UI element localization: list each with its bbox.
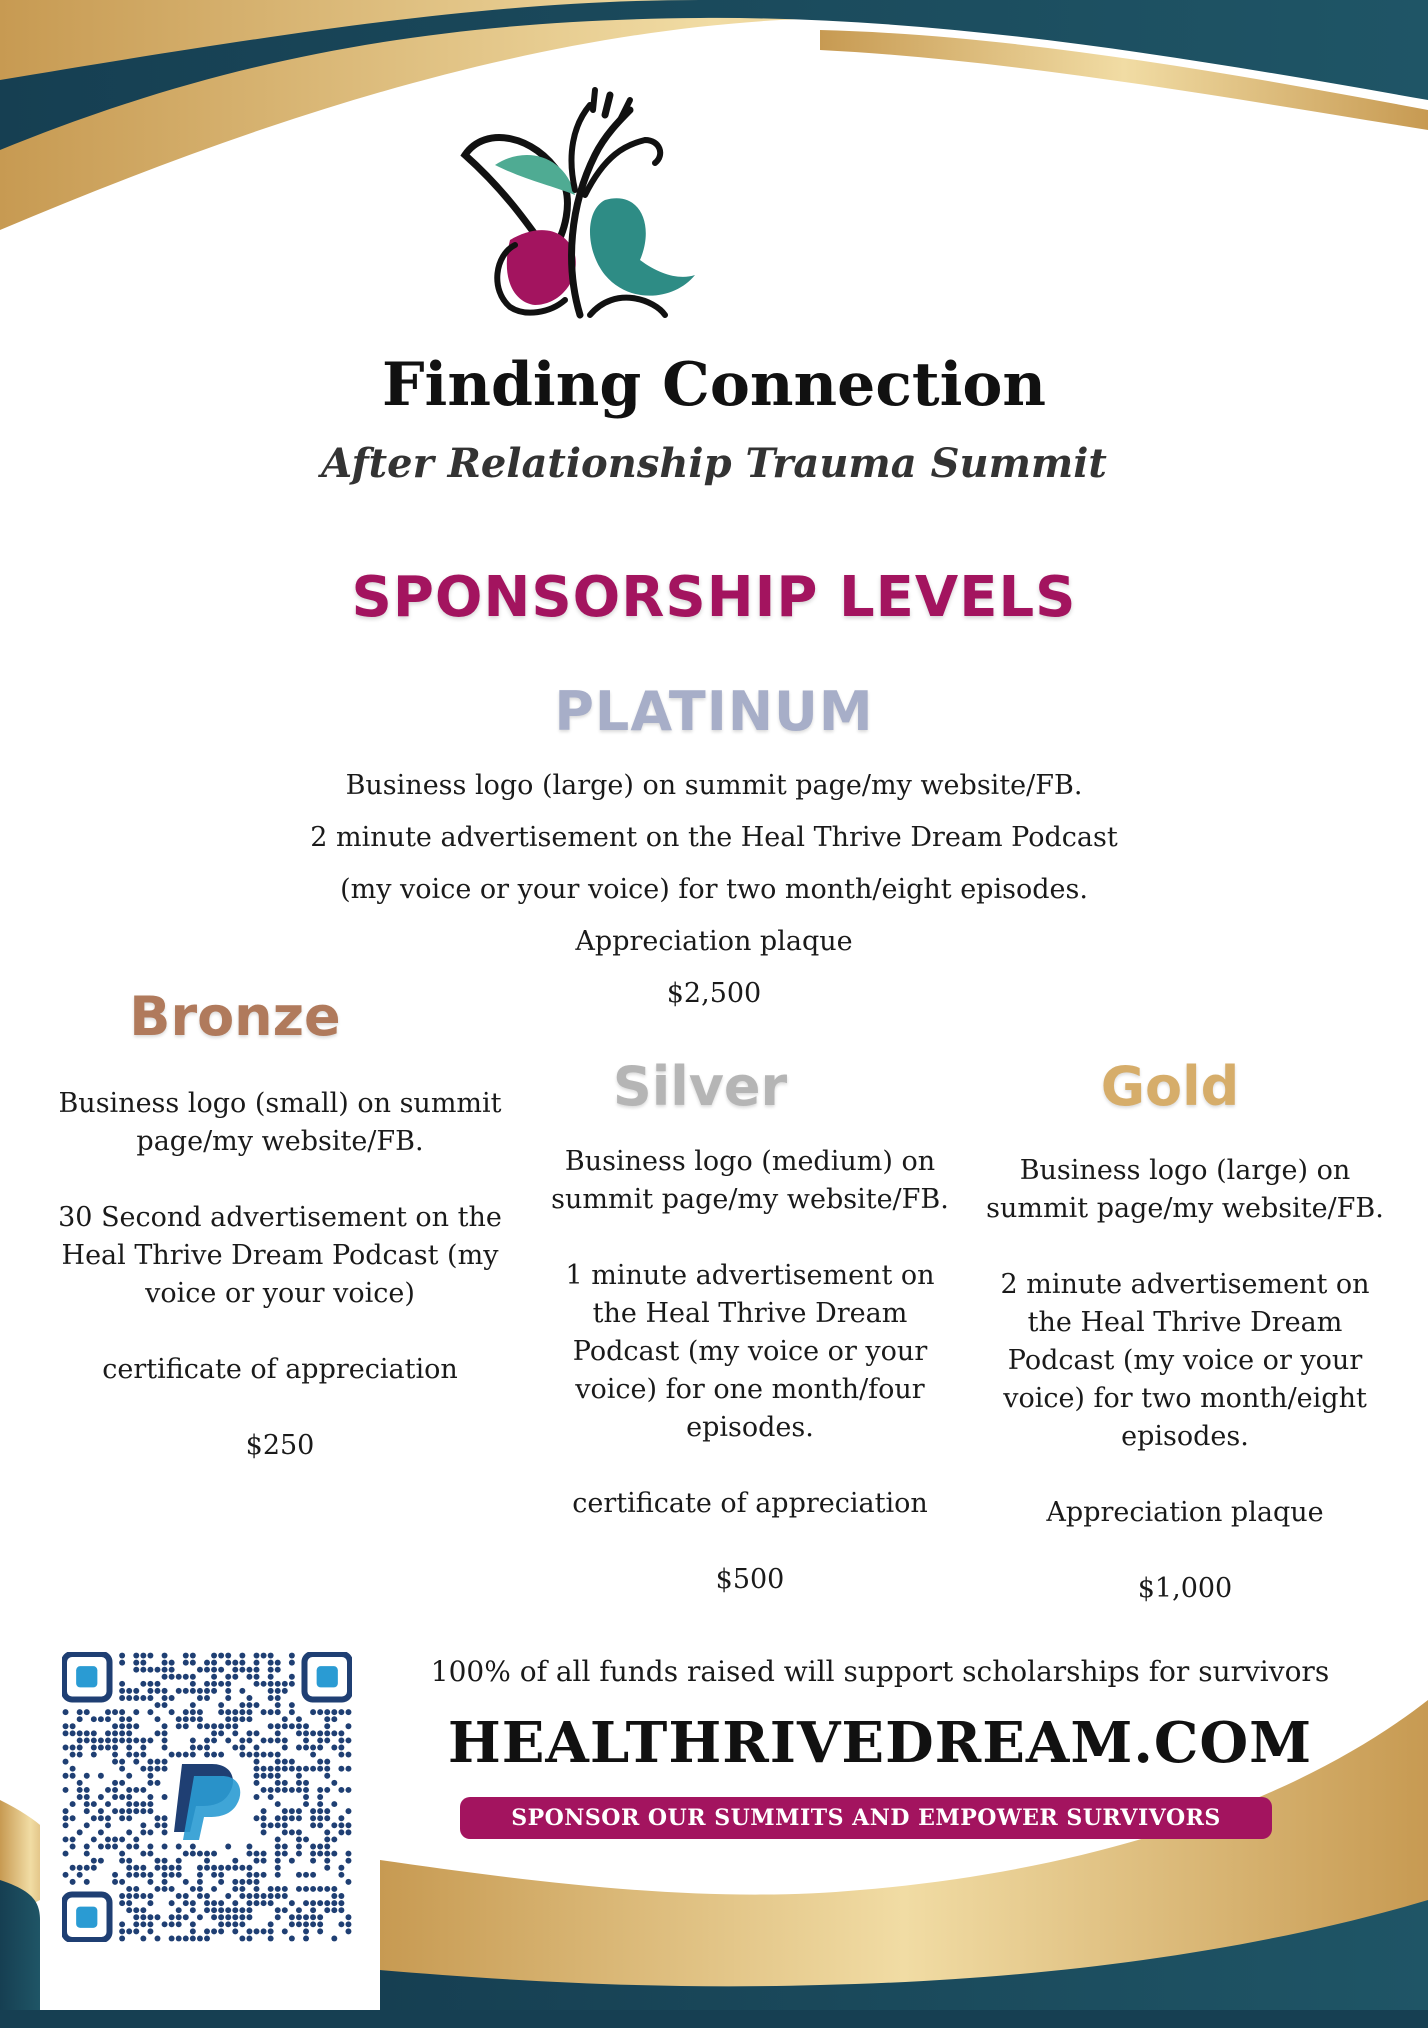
platinum-price: $2,500 xyxy=(666,978,762,1009)
silver-details xyxy=(545,1143,955,1637)
gold-ad: 2 minute advertisement on the Heal Thrive Dream Podcast (my voice or your voice) for two month/eight episodes. xyxy=(1000,1269,1370,1452)
funds-statement: 100% of all funds raised will support scholarships for survivors xyxy=(430,1655,1330,1688)
bronze-details xyxy=(25,1085,535,1503)
website-link[interactable]: HEALTHRIVEDREAM.COM xyxy=(447,1710,1313,1776)
gold-reward: Appreciation plaque xyxy=(1046,1497,1324,1528)
silver-ad: 1 minute advertisement on the Heal Thrive Dream Podcast (my voice or your voice) for one month/four episodes. xyxy=(565,1260,935,1443)
paypal-qr-code-icon[interactable] xyxy=(40,1630,375,1960)
silver-title: Silver xyxy=(612,1055,788,1118)
silver-price: $500 xyxy=(715,1564,785,1595)
gold-logo: Business logo (large) on summit page/my website/FB. xyxy=(986,1155,1384,1224)
bronze-ad: 30 Second advertisement on the Heal Thrive Dream Podcast (my voice or your voice) xyxy=(58,1202,502,1309)
qr-pattern xyxy=(62,1652,352,1942)
platinum-line: (my voice or your voice) for two month/eight episodes. xyxy=(340,874,1088,905)
sponsorship-heading: SPONSORSHIP LEVELS xyxy=(351,565,1077,630)
gold-price: $1,000 xyxy=(1137,1573,1233,1604)
bronze-price: $250 xyxy=(245,1430,315,1461)
platinum-line: Business logo (large) on summit page/my website/FB. xyxy=(345,770,1083,801)
bronze-logo: Business logo (small) on summit page/my website/FB. xyxy=(58,1088,502,1157)
bronze-title: Bronze xyxy=(129,985,341,1048)
cta-banner: SPONSOR OUR SUMMITS AND EMPOWER SURVIVORS TODAY! xyxy=(460,1797,1272,1839)
silver-reward: certificate of appreciation xyxy=(572,1488,928,1519)
summit-title: Finding Connection xyxy=(381,350,1047,420)
summit-subtitle: After Relationship Trauma Summit xyxy=(321,440,1107,487)
platinum-line: 2 minute advertisement on the Heal Thrive Dream Podcast xyxy=(310,822,1118,853)
platinum-line: Appreciation plaque xyxy=(575,926,853,957)
platinum-title: PLATINUM xyxy=(554,680,874,743)
silver-logo: Business logo (medium) on summit page/my website/FB. xyxy=(551,1146,949,1215)
gold-title: Gold xyxy=(1100,1055,1240,1118)
platinum-details xyxy=(0,760,1428,1020)
bronze-reward: certificate of appreciation xyxy=(102,1354,458,1385)
butterfly-logo-icon xyxy=(455,85,705,335)
gold-details xyxy=(975,1152,1395,1646)
